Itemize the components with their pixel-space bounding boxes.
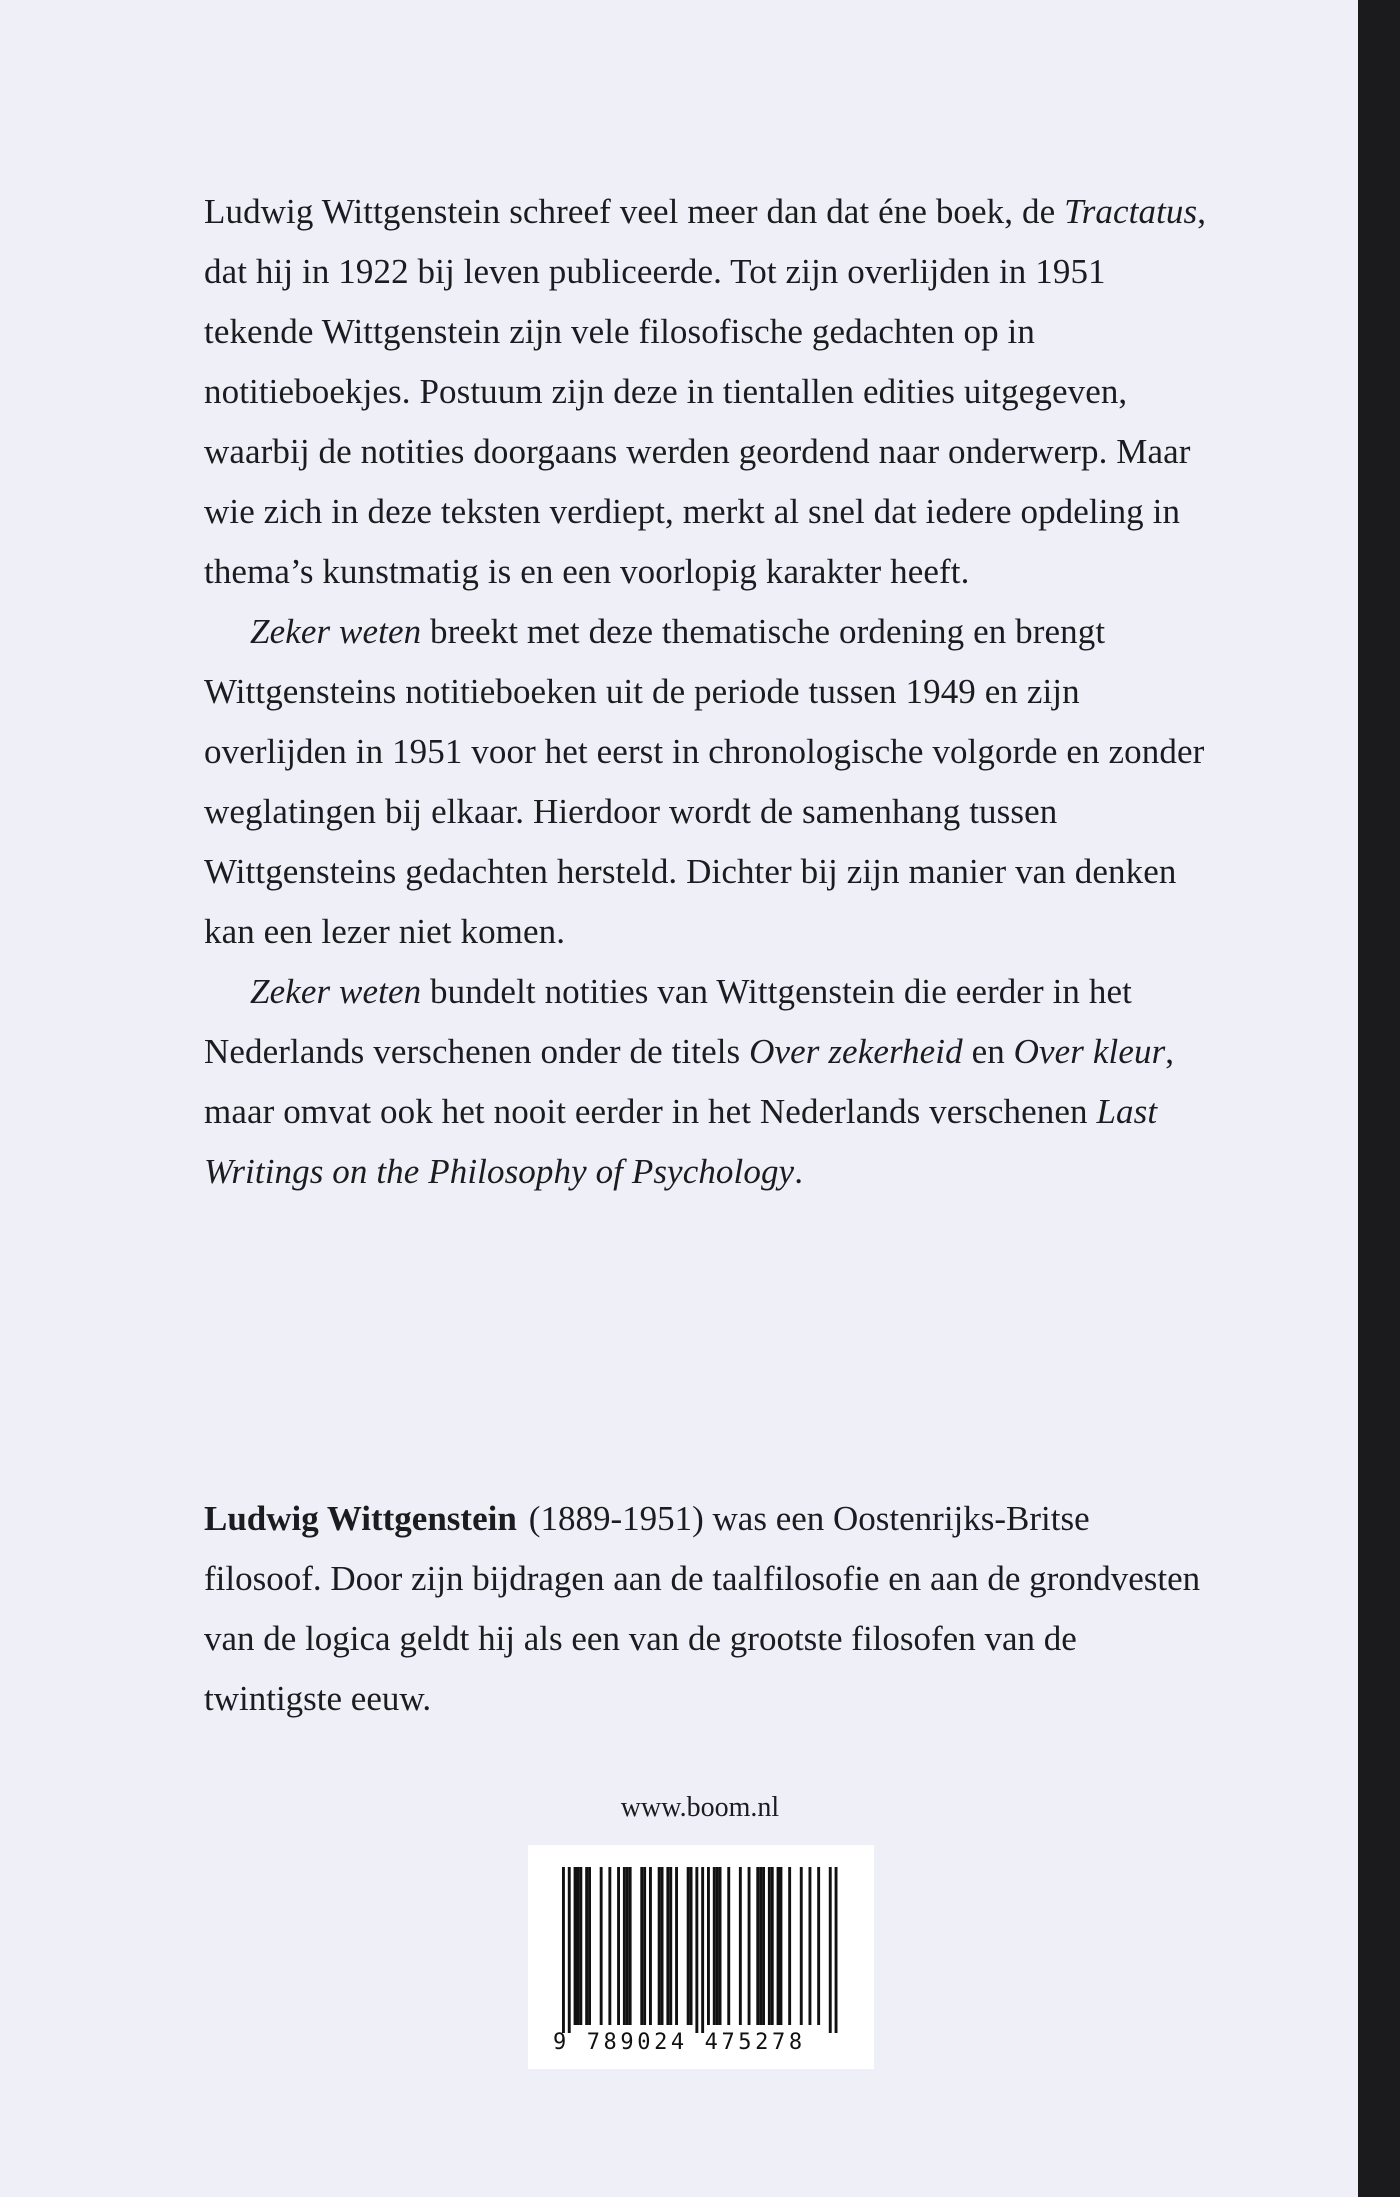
barcode-bar [629,1867,632,2025]
barcode-bar [579,1867,582,2025]
barcode-bar [780,1867,783,2025]
blurb-paragraph-1: Ludwig Wittgenstein schreef veel meer dan dat éne boek, de Tractatus, dat hij in 1922 bij leven publiceerde. Tot zijn overlijden in 1951 tekende Wittgenstein zijn vele filosofische gedachten op in notitieboekjes. Postuum zijn deze in tientallen edities uitgegeven, waarbij de notities doorgaans werden geordend naar onderwerp. Maar wie zich in deze teksten verdiept, merkt al snel dat iedere opdeling in thema’s kunstmatig is en een voorlopig karakter heeft. [204,192,1207,591]
barcode-bar [658,1867,661,2025]
barcode-bar [719,1867,722,2025]
italic-title: Zeker weten [250,612,422,651]
barcode-bar [562,1867,565,2033]
barcode-bar [574,1867,577,2025]
blurb-paragraph-2: Zeker weten breekt met deze thematische ordening en brengt Wittgensteins notitieboeken uit de periode tussen 1949 en zijn overlijden in 1951 voor het eerst in chronologische volgorde en zonder weglatingen bij elkaar. Hierdoor wordt de samenhang tussen Wittgensteins gedachten hersteld. Dichter bij zijn manier van denken kan een lezer niet komen. [204,612,1205,951]
author-bio [204,1489,1214,1729]
barcode-bar [568,1867,571,2033]
barcode-bar [788,1867,791,2025]
barcode-bar [649,1867,652,2025]
barcode-bar [809,1867,812,2025]
isbn-number: 9 789024 475278 [553,2030,806,2055]
italic-title: Over kleur [1013,1032,1166,1071]
barcode-bar [695,1867,698,2033]
barcode-bar [800,1867,803,2025]
isbn-barcode [528,1845,874,2069]
author-bio-text: (1889-1951) was een Oostenrijks-Britse filosoof. Door zijn bijdragen aan de taalfilosofie en aan de grondvesten van de logica geldt hij als een van de grootste filosofen van de twintigste eeuw. [204,1499,1201,1718]
barcode-bar [600,1867,603,2025]
blurb-text [204,182,1214,1202]
barcode-bar [713,1867,716,2025]
publisher-website: www.boom.nl [620,1792,780,1823]
author-name: Ludwig Wittgenstein [204,1499,517,1538]
barcode-bar [701,1867,704,2033]
barcode-bar [577,1867,580,2025]
italic-title: Over zekerheid [749,1032,963,1071]
barcode-bar [756,1867,759,2025]
barcode-bar [669,1867,672,2025]
barcode-bar [643,1867,646,2025]
barcode-bar [771,1867,774,2025]
barcode-bar [759,1867,762,2025]
barcode-bar [707,1867,710,2025]
barcode-bar [727,1867,730,2025]
barcode-bar [608,1867,611,2025]
barcode-bar [829,1867,832,2033]
barcode-bar [762,1867,765,2025]
italic-title: Tractatus [1064,192,1198,231]
barcode-bar [739,1867,742,2025]
barcode-bar [640,1867,643,2025]
barcode-bar [623,1867,626,2025]
barcode-bar [768,1867,771,2025]
barcode-bar [585,1867,588,2025]
barcode-bar [661,1867,664,2025]
italic-title: Zeker weten [250,972,422,1011]
barcode-bar [626,1867,629,2025]
barcode-bar [687,1867,690,2025]
barcode-bar [748,1867,751,2025]
barcode-bar [716,1867,719,2025]
barcode-bar [690,1867,693,2025]
italic-title: Last Writings on the Philosophy of Psychology [204,1092,1158,1191]
barcode-bar [666,1867,669,2025]
barcode-bar [817,1867,820,2025]
barcode-bar [617,1867,620,2025]
barcode-bar [835,1867,838,2033]
blurb-paragraph-3: Zeker weten bundelt notities van Wittgenstein die eerder in het Nederlands verschenen onder de titels Over zekerheid en Over kleur, maar omvat ook het nooit eerder in het Nederlands verschenen Last Writings on the Philosophy of Psychology. [204,972,1175,1191]
spine-edge [1358,0,1400,2197]
barcode-bar [588,1867,591,2025]
barcode-bar [777,1867,780,2025]
barcode-bar [675,1867,678,2025]
